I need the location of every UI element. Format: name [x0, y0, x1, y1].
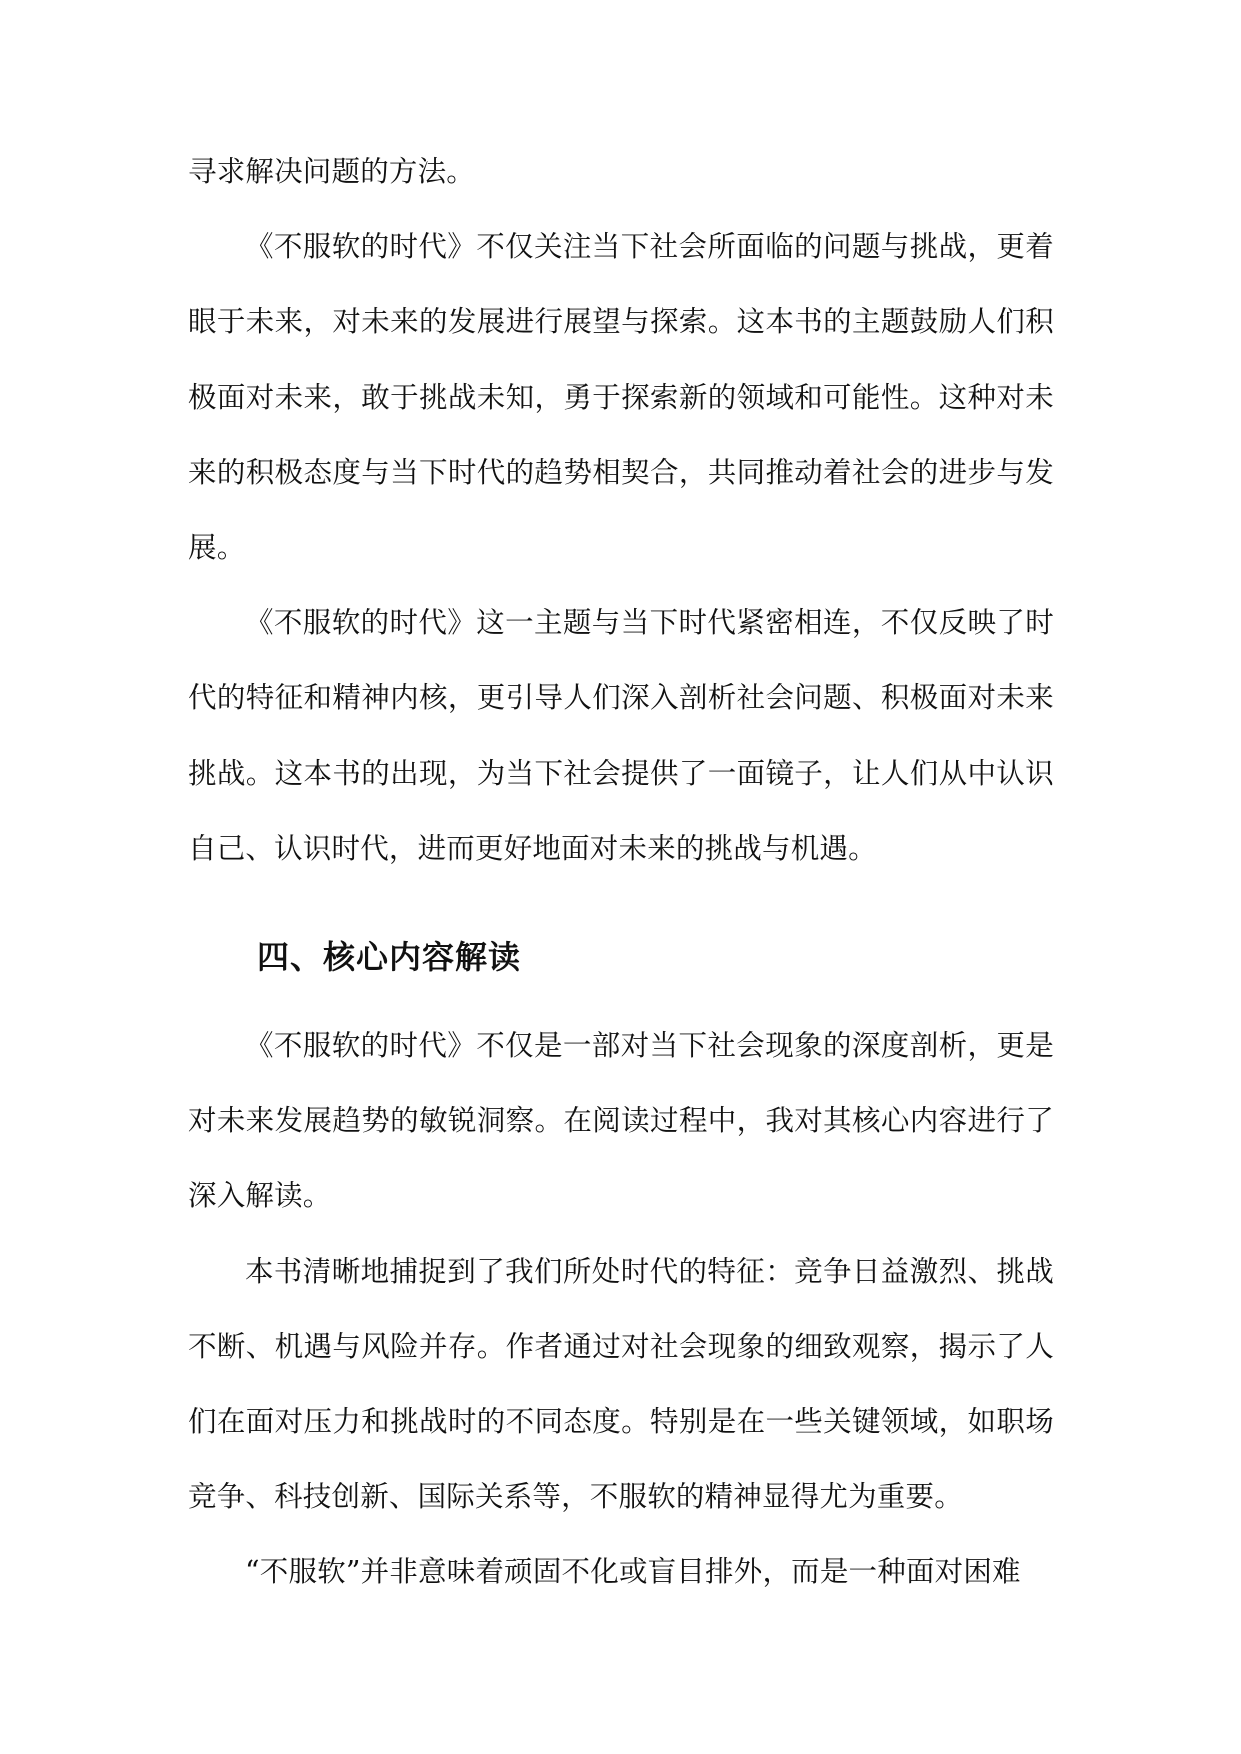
paragraph-continuation: 寻求解决问题的方法。	[188, 155, 476, 188]
section-heading: 四、核心内容解读	[257, 938, 522, 977]
paragraph-era-features: 本书清晰地捕捉到了我们所处时代的特征：竞争日益激烈、挑战不断、机遇与风险并存。作者通过对社会现象的细致观察，揭示了人们在面对压力和挑战时的不同态度。特别是在一些关键领域，如职场竞争、科技创新、国际关系等，不服软的精神显得尤为重要。	[188, 1254, 1054, 1514]
document-body	[188, 134, 1054, 1610]
paragraph-future-outlook: 《不服软的时代》不仅关注当下社会所面临的问题与挑战，更着眼于未来，对未来的发展进行展望与探索。这本书的主题鼓励人们积极面对未来，敢于挑战未知，勇于探索新的领域和可能性。这种对未来的积极态度与当下时代的趋势相契合，共同推动着社会的进步与发展。	[188, 230, 1054, 565]
paragraph-theme-connection: 《不服软的时代》这一主题与当下时代紧密相连，不仅反映了时代的特征和精神内核，更引导人们深入剖析社会问题、积极面对未来挑战。这本书的出现，为当下社会提供了一面镜子，让人们从中认识自己、认识时代，进而更好地面对未来的挑战与机遇。	[188, 606, 1054, 865]
paragraph-not-soft-meaning: “不服软”并非意味着顽固不化或盲目排外，而是一种面对困难	[245, 1555, 1021, 1589]
paragraph-core-reading: 《不服软的时代》不仅是一部对当下社会现象的深度剖析，更是对未来发展趋势的敏锐洞察。在阅读过程中，我对其核心内容进行了深入解读。	[188, 1029, 1054, 1213]
